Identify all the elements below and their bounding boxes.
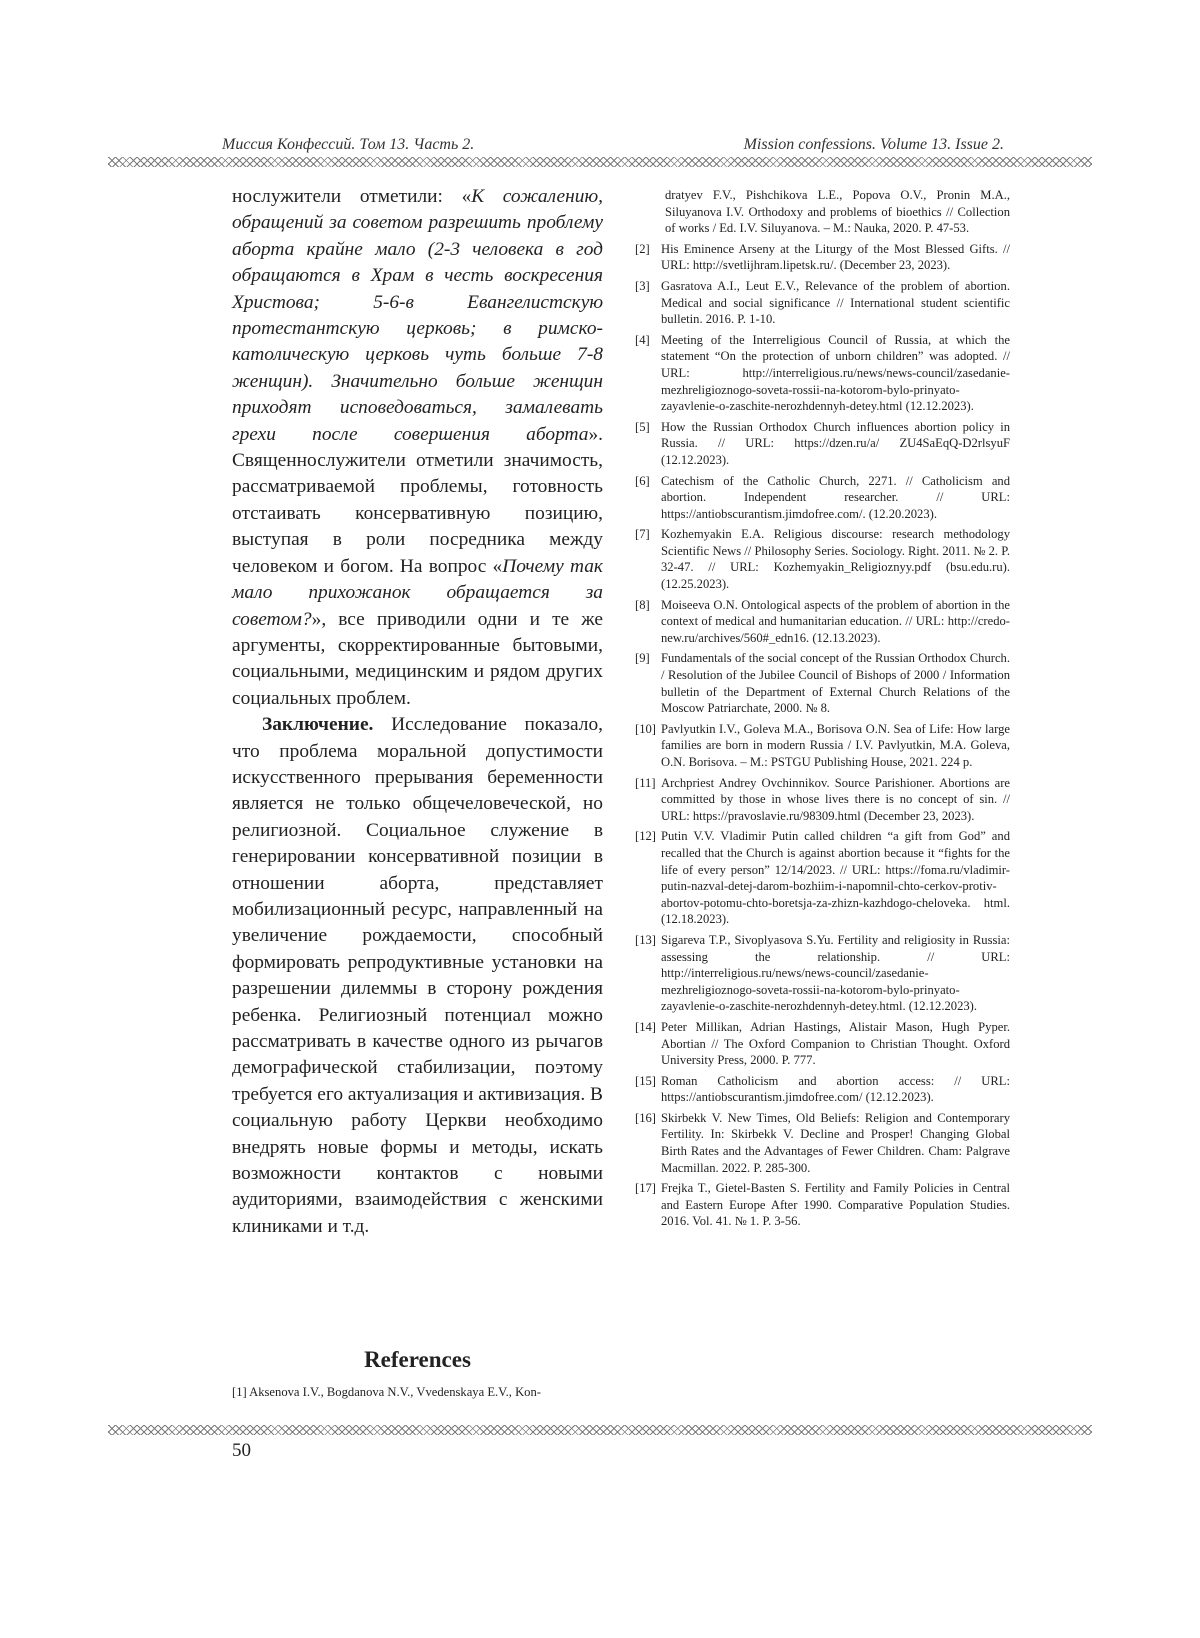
reference-text: Moiseeva O.N. Ontological aspects of the problem of abortion in the context of medical and humanitarian education. // URL: http://credo-new.ru/archives/560#_edn16. (12.13.2023). <box>661 597 1010 645</box>
reference-text: Catechism of the Catholic Church, 2271. // Catholicism and abortion. Independent researcher. // URL: https://antiobscurantism.jimdofree.com/. (12.20.2023). <box>661 473 1010 521</box>
reference-item <box>635 1180 1010 1230</box>
reference-item <box>635 278 1010 328</box>
top-ornament-divider <box>108 157 1092 167</box>
reference-text: Skirbekk V. New Times, Old Beliefs: Religion and Contemporary Fertility. In: Skirbekk V. Decline and Prosper! Changing Global Birth Rates and the Advantages of Fewer Children. Cham: Palgrave Macmillan. 2022. P. 285-300. <box>661 1110 1010 1175</box>
header-right-title: Mission confessions. Volume 13. Issue 2. <box>743 136 1004 153</box>
header-left-title: Миссия Конфессий. Том 13. Часть 2. <box>222 136 475 153</box>
references-heading: References <box>364 1347 471 1372</box>
conclusion-paragraph <box>232 712 603 1240</box>
reference-text: Archpriest Andrey Ovchinnikov. Source Parishioner. Abortions are committed by those in whose lives there is no concept of sin. // URL: https://pravoslavie.ru/98309.html (December 23, 2023). <box>661 775 1010 823</box>
reference-number: [15] <box>635 1073 656 1088</box>
reference-number: [2] <box>635 241 650 256</box>
conclusion-heading: Заключение. <box>262 714 374 736</box>
reference-text: Fundamentals of the social concept of the Russian Orthodox Church. / Resolution of the Jubilee Council of Bishops of 2000 / Information bulletin of the Department of External Church Relations of the Moscow Patriarchate, 2000. № 8. <box>661 651 1010 716</box>
quote-italic: К сожалению, обращений за советом разрешить проблему аборта крайне мало (2-3 человека в год обращаются в Храм в честь воскресения Христова; 5-6-в Евангелистскую протестантскую церковь; в римско-католическую церковь чуть больше 7-8 женщин). Значительно больше женщин приходят исповедоваться, замалевать грехи после совершения аборта <box>232 186 603 445</box>
running-header <box>222 136 1004 154</box>
reference-item-1: [1] Aksenova I.V., Bogdanova N.V., Vvedenskaya E.V., Kon- <box>232 1385 541 1399</box>
reference-item <box>635 775 1010 825</box>
question-italic: Почему так мало прихожанок обращается за советом? <box>232 555 603 630</box>
text-run: », все приводили одни и те же аргументы, скорректированные бытовыми, социальными, медицинским и рядом других социальных проблем. <box>232 608 603 709</box>
reference-item <box>635 1110 1010 1176</box>
reference-text: How the Russian Orthodox Church influences abortion policy in Russia. // URL: https://dzen.ru/a/ ZU4SaEqQ-D2rlsyuF (12.12.2023). <box>661 419 1010 467</box>
reference-item <box>635 597 1010 647</box>
reference-number: [5] <box>635 419 650 434</box>
reference-text: Roman Catholicism and abortion access: // URL: https://antiobscurantism.jimdofree.com/ (12.12.2023). <box>661 1073 1010 1105</box>
reference-number: [16] <box>635 1110 656 1125</box>
reference-text: Gasratova A.I., Leut E.V., Relevance of the problem of abortion. Medical and social significance // International student scientific bulletin. 2016. P. 1-10. <box>661 278 1010 327</box>
reference-item-1-continued: dratyev F.V., Pishchikova L.E., Popova O.V., Pronin M.A., Siluyanova I.V. Orthodoxy and problems of bioethics // Collection of works / Ed. I.V. Siluyanova. – M.: Nauka, 2020. P. 47-53. <box>665 188 1010 236</box>
reference-text: Sigareva T.P., Sivoplyasova S.Yu. Fertility and religiosity in Russia: assessing the relationship. // URL: http://interreligious.ru/news/news-council/zasedanie-mezhreligioznogo-soveta-rossii-na-kotorom-bylo-prinyato-zayavlenie-o-zaschite-nerozhdennyh-detey.html. (12.12.2023). <box>661 932 1010 1014</box>
page-number: 50 <box>232 1440 251 1461</box>
reference-number: [8] <box>635 597 650 612</box>
reference-number: [17] <box>635 1181 656 1196</box>
text-run: ». Священнослужители отметили значимость, рассматриваемой проблемы, готовность отстаивать консервативную позицию, выступая в роли посредника между человеком и богом. На вопрос « <box>232 423 603 577</box>
reference-text: Kozhemyakin E.A. Religious discourse: research methodology Scientific News // Philosophy Series. Sociology. Right. 2011. № 2. P. 32-47. // URL: Kozhemyakin_Religioznyy.pdf (bsu.edu.ru). (12.25.2023). <box>661 527 1010 592</box>
bottom-ornament-divider <box>108 1425 1092 1435</box>
reference-list <box>635 241 1010 1230</box>
reference-text: Peter Millikan, Adrian Hastings, Alistair Mason, Hugh Pyper. Abortian // The Oxford Companion to Christian Thought. Oxford University Press, 2000. P. 777. <box>661 1019 1010 1068</box>
reference-number: [6] <box>635 473 650 488</box>
reference-number: [11] <box>635 775 656 790</box>
reference-number: [14] <box>635 1019 656 1034</box>
reference-number: [12] <box>635 829 656 844</box>
reference-item <box>635 473 1010 523</box>
reference-text: Putin V.V. Vladimir Putin called children “a gift from God” and recalled that the Church is against abortion because it “fights for the life of every person” 12/14/2023. // URL: https://foma.ru/vladimir-putin-nazval-detej-darom-bozhiim-i-napomnil-chto-cerkov-protiv-abortov-potomu-chto-boretsja-za-zhizn-kazhdogo-cheloveka. html. (12.18.2023). <box>661 829 1010 927</box>
reference-text: Meeting of the Interreligious Council of Russia, at which the statement “On the protection of unborn children” was adopted. // URL: http://interreligious.ru/news/news-council/zasedanie-mezhreligioznogo-soveta-rossii-na-kotorom-bylo-prinyato-zayavlenie-o-zaschite-nerozhdennyh-detey.html (12.12.2023). <box>661 332 1010 414</box>
references-column <box>635 187 1010 1230</box>
body-paragraph <box>232 184 603 712</box>
reference-number: [4] <box>635 332 650 347</box>
reference-item <box>635 828 1010 928</box>
conclusion-text: Исследование показало, что проблема моральной допустимости искусственного прерывания беременности является не только общечеловеческой, но религиозной. Социальное служение в генерировании консервативной позиции в отношении аборта, представляет мобилизационный ресурс, направленный на увеличение рождаемости, способный формировать репродуктивные установки на разрешении дилеммы в сторону рождения ребенка. Религиозный потенциал можно рассматривать в качестве одного из рычагов демографической стабилизации, поэтому требуется его актуализация и активизация. В социальную работу Церкви необходимо внедрять новые формы и методы, искать возможности контактов с новыми аудиториями, взаимодействия с женскими клиниками и т.д. <box>232 714 603 1237</box>
reference-number: [7] <box>635 527 650 542</box>
reference-text: Pavlyutkin I.V., Goleva M.A., Borisova O.N. Sea of Life: How large families are born in modern Russia / I.V. Pavlyutkin, M.A. Goleva, O.N. Borisova. – M.: PSTGU Publishing House, 2021. 224 p. <box>661 721 1010 769</box>
reference-item <box>635 526 1010 592</box>
reference-number: [13] <box>635 932 656 947</box>
reference-item <box>635 650 1010 716</box>
reference-item <box>635 932 1010 1015</box>
reference-number: [10] <box>635 721 656 736</box>
reference-number: [9] <box>635 651 650 666</box>
reference-item <box>635 419 1010 469</box>
reference-text: His Eminence Arseny at the Liturgy of the Most Blessed Gifts. // URL: http://svetlijhram.lipetsk.ru/. (December 23, 2023). <box>661 241 1010 273</box>
reference-number: [3] <box>635 278 650 293</box>
text-run: нослужители отметили: « <box>232 186 472 207</box>
main-text-column <box>232 184 603 1240</box>
reference-item <box>635 721 1010 771</box>
reference-item <box>635 332 1010 415</box>
reference-text: Frejka T., Gietel-Basten S. Fertility and Family Policies in Central and Eastern Europe After 1990. Comparative Population Studies. 2016. Vol. 41. № 1. P. 3-56. <box>661 1181 1010 1229</box>
reference-item <box>635 241 1010 274</box>
reference-item <box>635 1019 1010 1069</box>
reference-item <box>635 1073 1010 1106</box>
